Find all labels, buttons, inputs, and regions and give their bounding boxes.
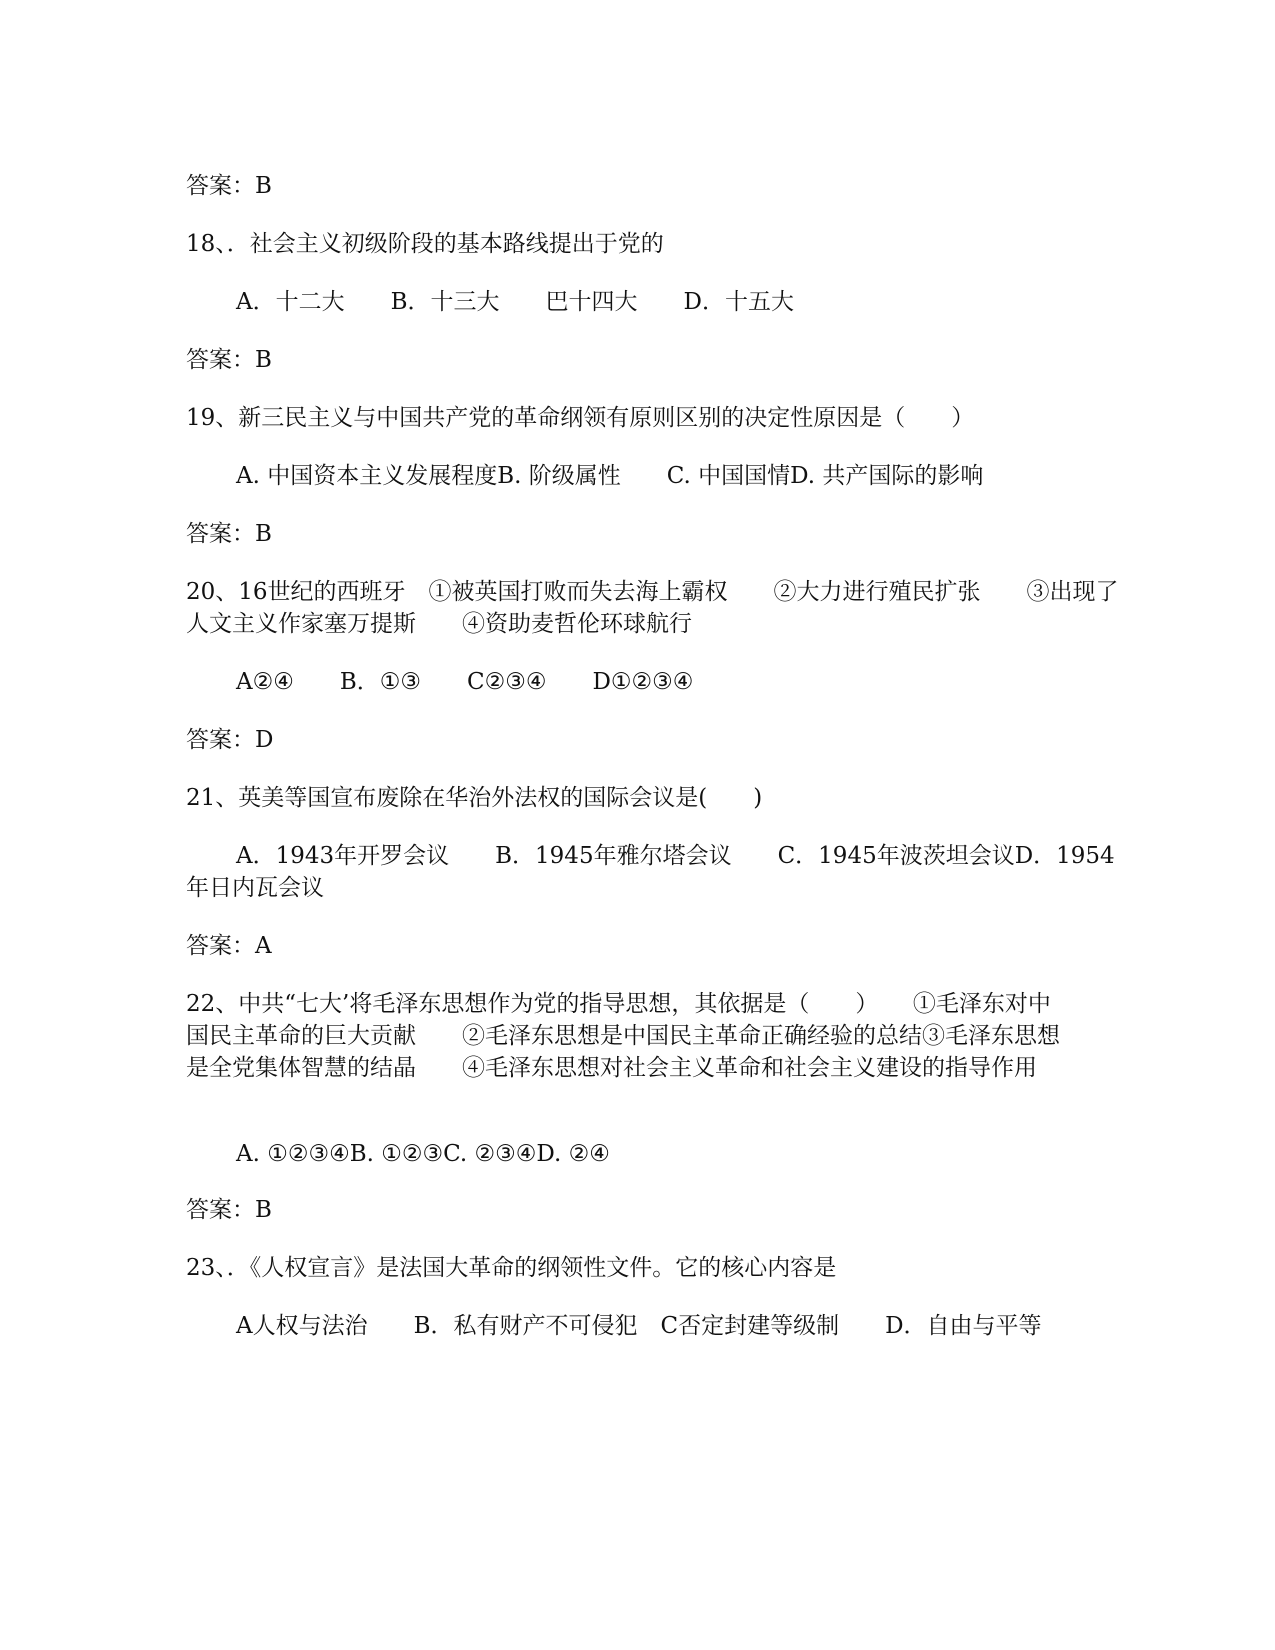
question-22-stem: 22、中共“七大’将毛泽东思想作为党的指导思想，其依据是（ ） ①毛泽东对中国民主革命的巨大贡献 ②毛泽东思想是中国民主革命正确经验的总结③毛泽东思想是全党集体智慧的结晶 ④毛泽东思想对社会主义革命和社会主义建设的指导作用 bbox=[186, 991, 1060, 1081]
question-19-stem: 19、新三民主义与中国共产党的革命纲领有原则区别的决定性原因是（ ） bbox=[186, 405, 975, 431]
question-20-stem: 20、16世纪的西班牙 ①被英国打败而失去海上霸权 ②大力进行殖民扩张 ③出现了人文主义作家塞万提斯 ④资助麦哲伦环球航行 bbox=[186, 579, 1119, 637]
question-21-stem: 21、英美等国宣布废除在华治外法权的国际会议是( ) bbox=[186, 785, 763, 811]
answer-22: 答案：B bbox=[186, 1197, 272, 1223]
question-23-stem: 23、．《人权宣言》是法国大革命的纲领性文件。它的核心内容是 bbox=[186, 1255, 837, 1281]
question-18-options: A．十二大 B．十三大 巴十四大 D．十五大 bbox=[236, 289, 794, 315]
question-19-options: A. 中国资本主义发展程度B. 阶级属性 C. 中国国情D. 共产国际的影响 bbox=[236, 463, 984, 489]
answer-19: 答案：B bbox=[186, 521, 272, 547]
answer-18: 答案：B bbox=[186, 347, 272, 373]
question-20-options: A②④ B．①③ C②③④ D①②③④ bbox=[236, 669, 694, 695]
question-21-options: A．1943年开罗会议 B．1945年雅尔塔会议 C．1945年波茨坦会议D．1954年日内瓦会议 bbox=[186, 843, 1115, 901]
question-18-stem: 18、．社会主义初级阶段的基本路线提出于党的 bbox=[186, 231, 664, 257]
question-22-options: A. ①②③④B. ①②③C. ②③④D. ②④ bbox=[236, 1141, 610, 1167]
answer-21: 答案：A bbox=[186, 933, 272, 959]
answer-17: 答案：B bbox=[186, 173, 272, 199]
question-23-options: A人权与法治 B．私有财产不可侵犯 C否定封建等级制 D．自由与平等 bbox=[236, 1313, 1042, 1339]
answer-20: 答案：D bbox=[186, 727, 274, 753]
